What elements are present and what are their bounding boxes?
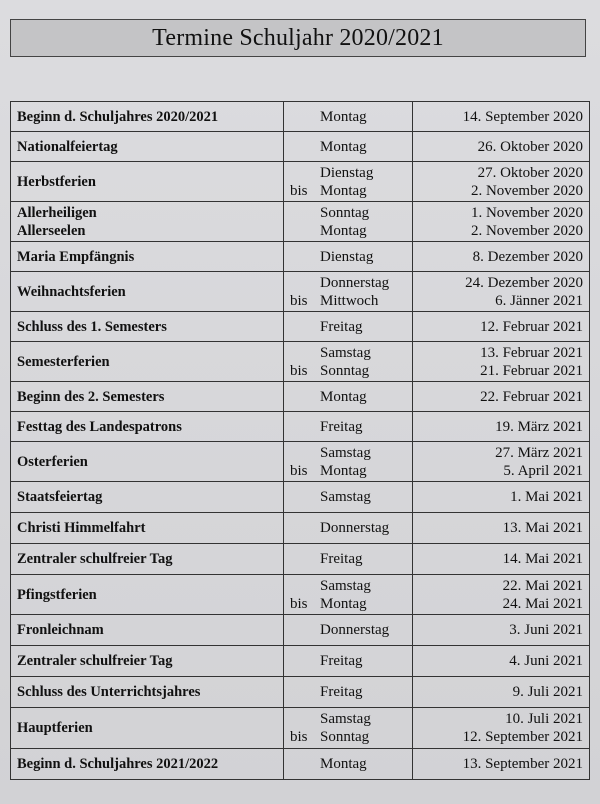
event-label-cell (11, 646, 284, 677)
event-label-cell (11, 442, 284, 482)
weekday-line (290, 577, 406, 595)
weekday-cell (284, 646, 413, 677)
weekday: Montag (320, 222, 367, 239)
weekday-cell (284, 102, 413, 132)
weekday-cell (284, 442, 413, 482)
weekday-line (290, 621, 406, 639)
date-cell (413, 708, 590, 749)
event-label-cell (11, 482, 284, 513)
event-label: Christi Himmelfahrt (17, 520, 146, 536)
date: 14. Mai 2021 (502, 551, 583, 567)
table-row (11, 482, 590, 513)
event-label-cell (11, 132, 284, 162)
date-cell (413, 749, 590, 780)
weekday: Montag (320, 388, 367, 405)
weekday: Montag (320, 138, 367, 155)
range-bis-label (290, 344, 320, 362)
table-row (11, 646, 590, 677)
table-row (11, 132, 590, 162)
date: 12. September 2021 (462, 729, 583, 745)
table-row (11, 202, 590, 242)
weekday-line (290, 318, 406, 336)
weekday-cell (284, 544, 413, 575)
weekday: Samstag (320, 344, 371, 361)
date-cell (413, 162, 590, 202)
range-bis-label (290, 683, 320, 701)
weekday-cell (284, 708, 413, 749)
table-row (11, 615, 590, 646)
date-cell (413, 132, 590, 162)
event-label-cell (11, 342, 284, 382)
date: 21. Februar 2021 (480, 362, 583, 379)
range-bis-label (290, 388, 320, 406)
date: 8. Dezember 2020 (472, 248, 583, 265)
event-label: Allerseelen (17, 222, 86, 239)
range-bis-label: bis (290, 462, 308, 479)
weekday: Freitag (320, 551, 363, 567)
weekday-line (290, 418, 406, 436)
weekday-line (290, 462, 406, 480)
date-cell (413, 575, 590, 615)
weekday-line (290, 755, 406, 773)
event-label-cell (11, 615, 284, 646)
range-bis-label (290, 710, 320, 728)
event-label-cell (11, 242, 284, 272)
schedule-table (10, 101, 590, 780)
weekday: Donnerstag (320, 520, 390, 536)
weekday: Montag (320, 756, 367, 772)
date: 19. März 2021 (495, 418, 583, 435)
event-label-cell (11, 677, 284, 708)
weekday-line (290, 683, 406, 701)
range-bis-label (290, 204, 320, 222)
table-row (11, 272, 590, 312)
weekday: Donnerstag (320, 274, 390, 291)
weekday: Sonntag (320, 204, 370, 221)
date: 27. März 2021 (495, 444, 583, 461)
event-label-cell (11, 412, 284, 442)
range-bis-label (290, 519, 320, 537)
weekday: Sonntag (320, 729, 370, 745)
table-row (11, 102, 590, 132)
range-bis-label (290, 550, 320, 568)
range-bis-label: bis (290, 182, 308, 199)
date-cell (413, 677, 590, 708)
date-cell (413, 544, 590, 575)
date-cell (413, 513, 590, 544)
date: 10. Juli 2021 (505, 711, 583, 727)
table-row (11, 544, 590, 575)
weekday-cell (284, 615, 413, 646)
weekday: Freitag (320, 684, 363, 700)
weekday-line (290, 362, 406, 380)
event-label: Beginn des 2. Semesters (17, 388, 165, 405)
table-row (11, 749, 590, 780)
weekday: Samstag (320, 711, 371, 727)
range-bis-label (290, 444, 320, 462)
table-row (11, 312, 590, 342)
table-row (11, 677, 590, 708)
date: 9. Juli 2021 (512, 684, 583, 700)
date: 13. September 2021 (462, 756, 583, 772)
weekday: Dienstag (320, 248, 374, 265)
date-cell (413, 615, 590, 646)
weekday-cell (284, 202, 413, 242)
date: 5. April 2021 (503, 462, 583, 479)
page-title: Termine Schuljahr 2020/2021 (10, 19, 586, 57)
weekday: Montag (320, 108, 367, 125)
event-label: Zentraler schulfreier Tag (17, 653, 173, 669)
table-row (11, 708, 590, 749)
date: 12. Februar 2021 (480, 318, 583, 335)
date: 14. September 2020 (462, 108, 583, 125)
weekday: Samstag (320, 444, 371, 461)
weekday-cell (284, 677, 413, 708)
range-bis-label (290, 248, 320, 266)
date-cell (413, 412, 590, 442)
weekday-cell (284, 162, 413, 202)
date-cell (413, 272, 590, 312)
range-bis-label (290, 621, 320, 639)
date: 1. Mai 2021 (510, 489, 583, 505)
weekday: Freitag (320, 418, 363, 435)
table-row (11, 513, 590, 544)
date-cell (413, 646, 590, 677)
event-label: Pfingstferien (17, 586, 97, 603)
range-bis-label (290, 222, 320, 240)
weekday-line (290, 728, 406, 746)
weekday-cell (284, 132, 413, 162)
weekday-cell (284, 575, 413, 615)
date: 13. Mai 2021 (502, 520, 583, 536)
weekday-line (290, 108, 406, 126)
date-cell (413, 242, 590, 272)
weekday: Montag (320, 182, 367, 199)
weekday: Montag (320, 462, 367, 479)
table-row (11, 412, 590, 442)
event-label: Beginn d. Schuljahres 2021/2022 (17, 756, 219, 772)
date-cell (413, 342, 590, 382)
weekday: Freitag (320, 318, 363, 335)
weekday-line (290, 444, 406, 462)
weekday-cell (284, 242, 413, 272)
range-bis-label: bis (290, 292, 308, 309)
date: 6. Jänner 2021 (495, 292, 583, 309)
weekday-line (290, 164, 406, 182)
date: 13. Februar 2021 (480, 344, 583, 361)
weekday: Freitag (320, 653, 363, 669)
event-label: Hauptferien (17, 720, 93, 736)
event-label-cell (11, 708, 284, 749)
event-label: Fronleichnam (17, 622, 104, 638)
table-row (11, 575, 590, 615)
date-cell (413, 202, 590, 242)
weekday-line (290, 138, 406, 156)
event-label-cell (11, 312, 284, 342)
event-label-cell (11, 162, 284, 202)
event-label: Semesterferien (17, 353, 110, 370)
event-label: Weihnachtsferien (17, 283, 126, 300)
date: 27. Oktober 2020 (477, 164, 583, 181)
weekday-cell (284, 312, 413, 342)
table-row (11, 382, 590, 412)
weekday: Mittwoch (320, 292, 379, 309)
range-bis-label (290, 652, 320, 670)
range-bis-label: bis (290, 595, 308, 612)
table-row (11, 162, 590, 202)
event-label: Staatsfeiertag (17, 489, 103, 505)
event-label-cell (11, 202, 284, 242)
event-label-cell (11, 513, 284, 544)
weekday-line (290, 652, 406, 670)
range-bis-label: bis (290, 729, 308, 745)
event-label: Festtag des Landespatrons (17, 418, 182, 435)
range-bis-label (290, 577, 320, 595)
weekday: Dienstag (320, 164, 374, 181)
range-bis-label (290, 108, 320, 126)
range-bis-label (290, 418, 320, 436)
date: 3. Juni 2021 (509, 622, 583, 638)
date: 22. Mai 2021 (502, 577, 583, 594)
date: 24. Dezember 2020 (465, 274, 583, 291)
event-label-cell (11, 575, 284, 615)
weekday-cell (284, 382, 413, 412)
event-label-cell (11, 544, 284, 575)
weekday-line (290, 595, 406, 613)
date-cell (413, 382, 590, 412)
event-label: Zentraler schulfreier Tag (17, 551, 173, 567)
weekday: Montag (320, 595, 367, 612)
weekday-line (290, 222, 406, 240)
event-label: Schluss des 1. Semesters (17, 318, 167, 335)
weekday-line (290, 182, 406, 200)
weekday-line (290, 274, 406, 292)
event-label-cell (11, 102, 284, 132)
event-label: Herbstferien (17, 173, 96, 190)
date: 1. November 2020 (470, 204, 583, 221)
event-label: Maria Empfängnis (17, 248, 135, 265)
weekday-cell (284, 272, 413, 312)
weekday: Sonntag (320, 362, 370, 379)
weekday-cell (284, 342, 413, 382)
range-bis-label (290, 488, 320, 506)
date-cell (413, 482, 590, 513)
weekday-line (290, 519, 406, 537)
date-cell (413, 312, 590, 342)
date: 2. November 2020 (470, 182, 583, 199)
weekday-line (290, 388, 406, 406)
range-bis-label (290, 274, 320, 292)
weekday-line (290, 292, 406, 310)
weekday-line (290, 488, 406, 506)
date: 24. Mai 2021 (502, 595, 583, 612)
range-bis-label (290, 318, 320, 336)
date: 22. Februar 2021 (480, 388, 583, 405)
schedule-table-body (11, 102, 590, 780)
weekday-cell (284, 513, 413, 544)
weekday-line (290, 204, 406, 222)
weekday: Samstag (320, 577, 371, 594)
event-label: Nationalfeiertag (17, 138, 118, 155)
event-label-cell (11, 382, 284, 412)
table-row (11, 342, 590, 382)
weekday-line (290, 344, 406, 362)
range-bis-label (290, 138, 320, 156)
weekday-cell (284, 412, 413, 442)
range-bis-label (290, 164, 320, 182)
date: 2. November 2020 (470, 222, 583, 239)
date: 4. Juni 2021 (509, 653, 583, 669)
event-label-cell (11, 749, 284, 780)
range-bis-label (290, 755, 320, 773)
table-row (11, 442, 590, 482)
weekday: Donnerstag (320, 622, 390, 638)
weekday-cell (284, 482, 413, 513)
range-bis-label: bis (290, 362, 308, 379)
event-label: Beginn d. Schuljahres 2020/2021 (17, 108, 219, 125)
event-label-cell (11, 272, 284, 312)
event-label: Osterferien (17, 453, 88, 470)
weekday: Samstag (320, 489, 371, 505)
weekday-line (290, 710, 406, 728)
table-row (11, 242, 590, 272)
date-cell (413, 442, 590, 482)
weekday-cell (284, 749, 413, 780)
date: 26. Oktober 2020 (477, 138, 583, 155)
event-label: Schluss des Unterrichtsjahres (17, 684, 201, 700)
weekday-line (290, 550, 406, 568)
date-cell (413, 102, 590, 132)
event-label: Allerheiligen (17, 204, 97, 221)
weekday-line (290, 248, 406, 266)
